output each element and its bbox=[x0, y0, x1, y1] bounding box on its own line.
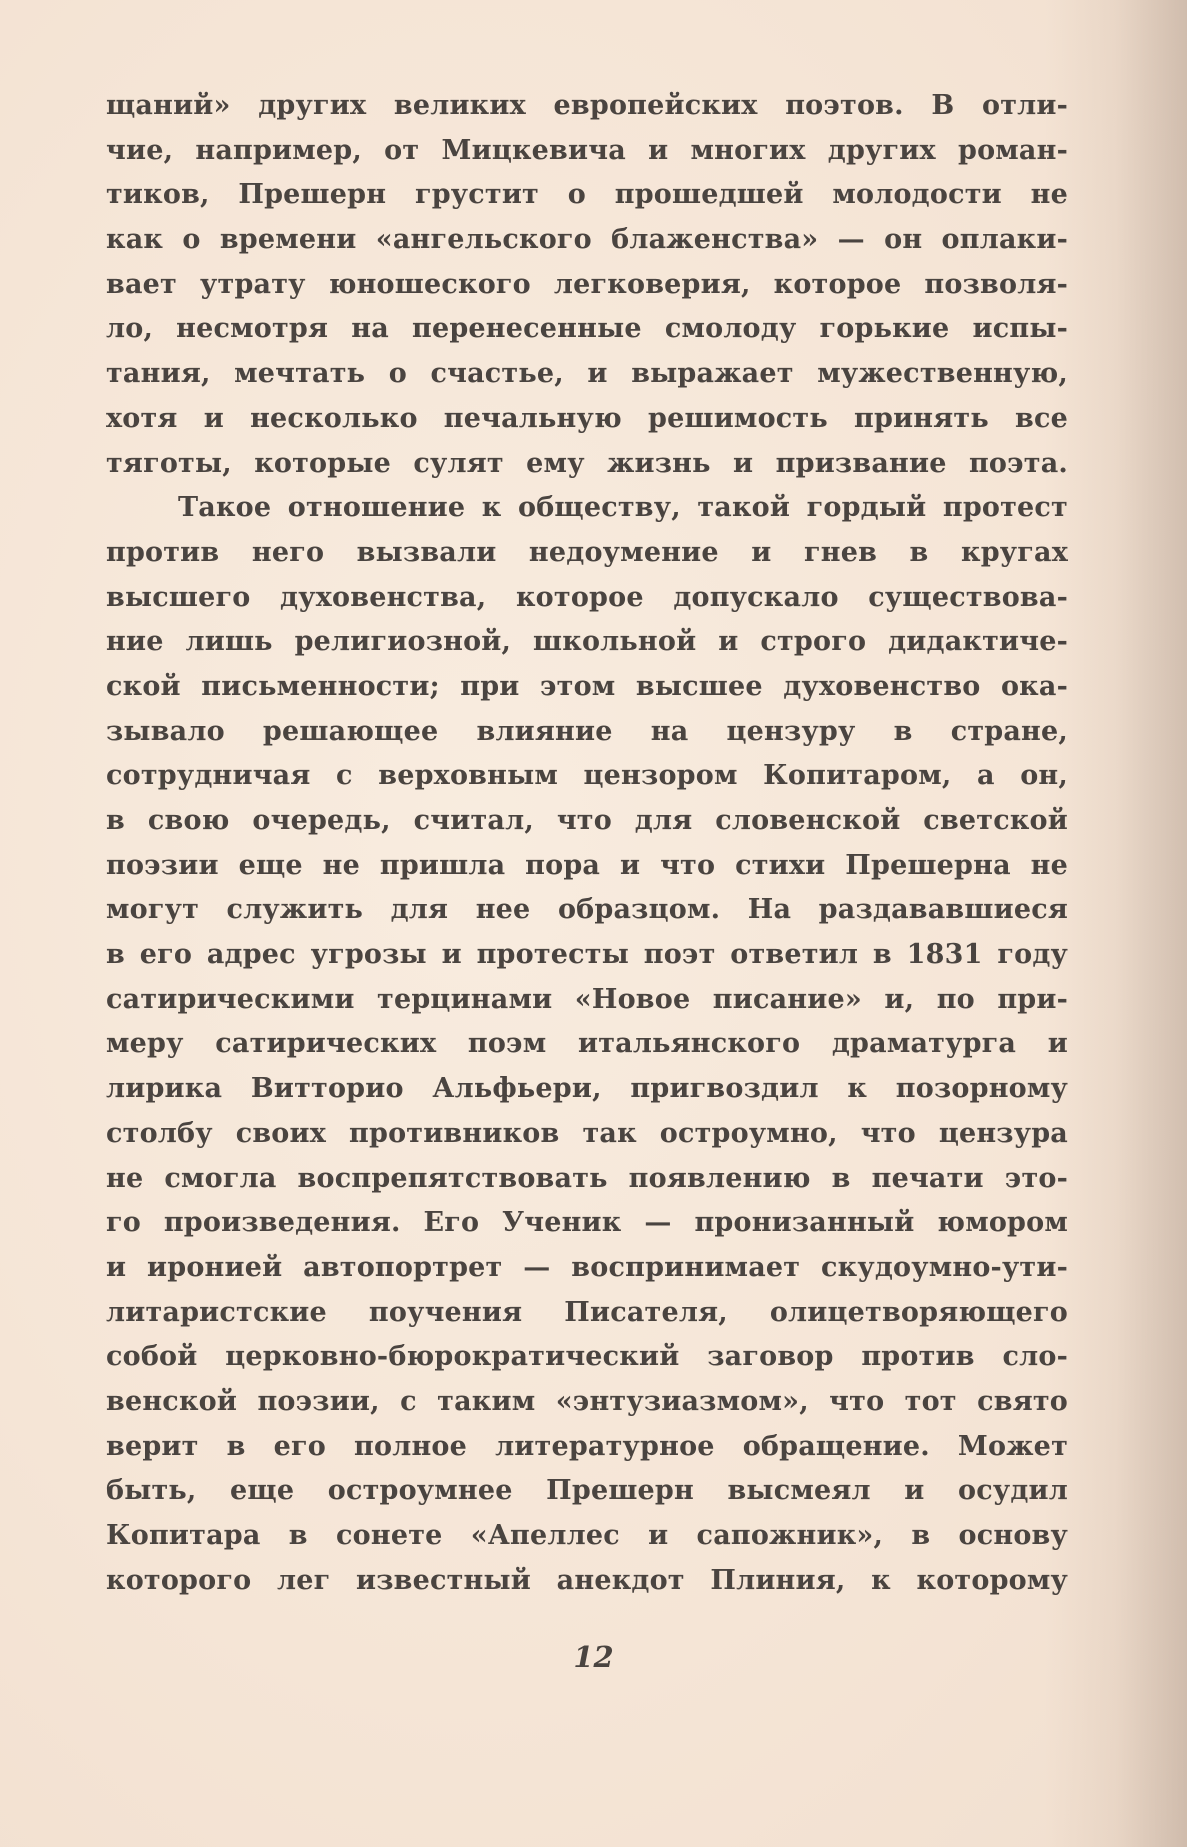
text-line: венской поэзии, с таким «энтузиазмом», что тот свято bbox=[106, 1385, 1068, 1417]
text-line: щаний» других великих европейских поэтов. В отли- bbox=[106, 90, 1068, 121]
text-line: меру сатирических поэм итальянского драматурга и bbox=[106, 1028, 1068, 1060]
text-line: Копитара в сонете «Апеллес и сапожник», в основу bbox=[106, 1520, 1068, 1551]
text-line: в его адрес угрозы и протесты поэт ответил в 1831 году bbox=[106, 939, 1068, 971]
text-line: и иронией автопортрет — воспринимает скудоумно-ути- bbox=[106, 1251, 1068, 1283]
text-line: могут служить для нее образцом. На раздававшиеся bbox=[106, 894, 1068, 926]
text-line: ской письменности; при этом высшее духовенство ока- bbox=[106, 670, 1068, 702]
text-line: поэзии еще не пришла пора и что стихи Прешерна не bbox=[106, 849, 1068, 881]
text-line: сотрудничая с верховным цензором Копитаром, а он, bbox=[106, 760, 1068, 792]
paragraph-start-line: Такое отношение к обществу, такой гордый протест bbox=[178, 492, 1068, 524]
text-line: верит в его полное литературное обращение. Может bbox=[106, 1430, 1068, 1462]
text-line: в свою очередь, считал, что для словенской светской bbox=[106, 805, 1068, 836]
text-line: столбу своих противников так остроумно, что цензура bbox=[106, 1117, 1068, 1149]
text-line: чие, например, от Мицкевича и многих других роман- bbox=[106, 134, 1068, 166]
text-line: высшего духовенства, которое допускало существова- bbox=[106, 581, 1068, 613]
text-line: собой церковно-бюрократический заговор против сло- bbox=[106, 1341, 1068, 1373]
text-line: лирика Витторио Альфьери, пригвоздил к позорному bbox=[106, 1073, 1068, 1105]
page-number: 12 bbox=[573, 1640, 614, 1674]
text-line: быть, еще остроумнее Прешерн высмеял и осудил bbox=[106, 1475, 1068, 1507]
text-line: тиков, Прешерн грустит о прошедшей молодости не bbox=[106, 179, 1068, 211]
text-line: го произведения. Его Ученик — пронизанный юмором bbox=[106, 1207, 1068, 1239]
text-line: ние лишь религиозной, школьной и строго дидактиче- bbox=[106, 626, 1068, 658]
text-line: не смогла воспрепятствовать появлению в печати это- bbox=[106, 1162, 1068, 1194]
text-line: литаристские поучения Писателя, олицетворяющего bbox=[106, 1296, 1068, 1328]
text-line: хотя и несколько печальную решимость принять все bbox=[106, 402, 1068, 434]
body-text bbox=[106, 84, 1068, 1603]
text-line: сатирическими терцинами «Новое писание» и, по при- bbox=[106, 983, 1068, 1015]
text-line: тания, мечтать о счастье, и выражает мужественную, bbox=[106, 358, 1068, 390]
text-line: ло, несмотря на перенесенные смолоду горькие испы- bbox=[106, 313, 1068, 345]
text-line: зывало решающее влияние на цензуру в стране, bbox=[106, 715, 1068, 747]
text-line: вает утрату юношеского легковерия, которое позволя- bbox=[106, 268, 1068, 300]
text-line: которого лег известный анекдот Плиния, к которому bbox=[106, 1564, 1068, 1596]
text-line: тяготы, которые сулят ему жизнь и призвание поэта. bbox=[106, 447, 1068, 479]
text-line: как о времени «ангельского блаженства» — он оплаки- bbox=[106, 224, 1068, 256]
text-line: против него вызвали недоумение и гнев в кругах bbox=[106, 536, 1068, 568]
